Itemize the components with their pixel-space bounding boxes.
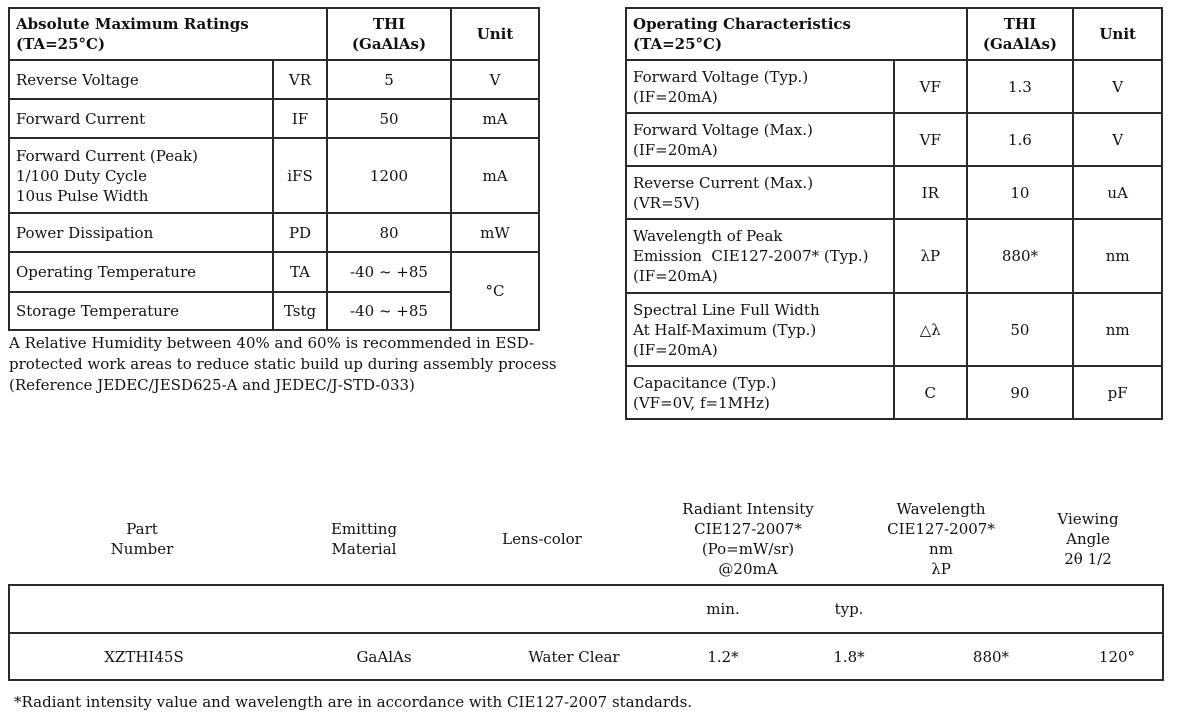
cell-part-number: XZTHI45S	[9, 633, 278, 680]
opc-param	[626, 166, 894, 219]
opc-param	[626, 60, 894, 113]
opc-symbol: λP	[894, 219, 967, 293]
amr-param: Reverse Voltage	[9, 60, 273, 99]
header-line: Viewing	[1057, 510, 1119, 528]
opc-thi-line1: THI	[1003, 15, 1037, 33]
opc-value: 880*	[967, 219, 1074, 293]
header-line: 2θ 1/2	[1064, 550, 1112, 568]
subheader-empty	[1072, 585, 1163, 633]
header-line: Angle	[1066, 530, 1110, 548]
amr-value: -40 ~ +85	[327, 292, 451, 330]
amr-symbol: PD	[273, 213, 327, 252]
amr-value: 1200	[327, 138, 451, 213]
opc-value: 1.6	[967, 113, 1074, 166]
amr-unit: mW	[451, 213, 539, 252]
absolute-maximum-ratings-table	[8, 7, 540, 331]
opc-param-line: At Half-Maximum (Typ.)	[633, 320, 817, 339]
amr-thi-line1: THI	[372, 15, 406, 33]
opc-thi-header	[967, 8, 1074, 60]
amr-title	[9, 8, 327, 60]
opc-param	[626, 366, 894, 419]
amr-temp-unit: °C	[451, 252, 539, 330]
cell-angle: 120°	[1072, 633, 1163, 680]
header-emitting-material	[308, 519, 420, 559]
part-data-table	[8, 584, 1164, 681]
opc-symbol: VF	[894, 113, 967, 166]
opc-param-line: (IF=20mA)	[633, 340, 718, 359]
operating-characteristics-table	[625, 7, 1163, 420]
amr-value: -40 ~ +85	[327, 252, 451, 292]
opc-param	[626, 219, 894, 293]
opc-value: 50	[967, 293, 1074, 366]
opc-symbol: VF	[894, 60, 967, 113]
opc-unit: nm	[1073, 219, 1162, 293]
opc-param-line: Forward Voltage (Max.)	[633, 120, 813, 139]
opc-param-line: (IF=20mA)	[633, 267, 718, 285]
opc-unit: pF	[1073, 366, 1162, 419]
amr-value: 50	[327, 99, 451, 138]
opc-param-line: Emission CIE127-2007* (Typ.)	[633, 247, 869, 265]
opc-param-line: Capacitance (Typ.)	[633, 373, 777, 392]
opc-value: 90	[967, 366, 1074, 419]
header-line: Part	[126, 520, 158, 538]
header-line: Material	[331, 540, 397, 558]
header-radiant-intensity	[648, 499, 848, 579]
header-viewing-angle	[1038, 509, 1138, 569]
opc-symbol: △λ	[894, 293, 967, 366]
amr-param-line: 1/100 Duty Cycle	[16, 166, 147, 185]
amr-symbol: iFS	[273, 138, 327, 213]
opc-thi-line2: (GaAlAs)	[982, 35, 1057, 53]
amr-param-line: 10us Pulse Width	[16, 186, 149, 205]
opc-title-line2: (TA=25°C)	[633, 35, 723, 53]
header-line: CIE127-2007*	[694, 520, 802, 538]
amr-title-line2: (TA=25°C)	[16, 35, 106, 53]
cell-wavelength: 880*	[910, 633, 1072, 680]
opc-param	[626, 113, 894, 166]
header-line: nm	[929, 540, 953, 558]
amr-param: Storage Temperature	[9, 292, 273, 330]
humidity-note: A Relative Humidity between 40% and 60% is recommended in ESD-protected work areas to reduce static build up during assembly process (Reference JEDEC/JESD625-A and JEDEC/J-STD-033)	[9, 334, 557, 394]
subheader-empty	[910, 585, 1072, 633]
header-part-number	[92, 519, 192, 559]
amr-value: 5	[327, 60, 451, 99]
opc-param-line: (VF=0V, f=1MHz)	[633, 393, 770, 412]
header-lens-color: Lens-color	[502, 530, 582, 548]
opc-param-line: Reverse Current (Max.)	[633, 173, 814, 192]
opc-symbol: C	[894, 366, 967, 419]
opc-unit-header: Unit	[1073, 8, 1162, 60]
amr-param	[9, 138, 273, 213]
subheader-typ: typ.	[788, 585, 910, 633]
opc-value: 1.3	[967, 60, 1074, 113]
amr-symbol: Tstg	[273, 292, 327, 330]
opc-title	[626, 8, 967, 60]
amr-unit: mA	[451, 138, 539, 213]
header-line: Emitting	[330, 520, 398, 538]
opc-param-line: (IF=20mA)	[633, 87, 718, 106]
amr-param: Operating Temperature	[9, 252, 273, 292]
header-wavelength	[866, 499, 1016, 579]
amr-param: Power Dissipation	[9, 213, 273, 252]
opc-param-line: (VR=5V)	[633, 193, 700, 212]
subheader-empty	[9, 585, 278, 633]
footnote: *Radiant intensity value and wavelength are in accordance with CIE127-2007 standards.	[14, 693, 693, 711]
amr-thi-line2: (GaAlAs)	[351, 35, 427, 53]
opc-param	[626, 293, 894, 366]
opc-param-line: Forward Voltage (Typ.)	[633, 67, 809, 86]
amr-symbol: IF	[273, 99, 327, 138]
opc-param-line: Wavelength of Peak	[633, 227, 783, 245]
opc-unit: uA	[1073, 166, 1162, 219]
amr-symbol: VR	[273, 60, 327, 99]
part-table-header	[8, 498, 1164, 584]
opc-unit: V	[1073, 113, 1162, 166]
amr-title-line1: Absolute Maximum Ratings	[16, 15, 249, 33]
header-line: Wavelength	[896, 500, 986, 518]
amr-symbol: TA	[273, 252, 327, 292]
header-line: @20mA	[718, 560, 778, 578]
opc-param-line: (IF=20mA)	[633, 140, 718, 159]
cell-typ: 1.8*	[788, 633, 910, 680]
amr-unit: V	[451, 60, 539, 99]
header-line: Number	[110, 540, 174, 558]
amr-thi-header	[327, 8, 451, 60]
amr-param: Forward Current	[9, 99, 273, 138]
subheader-min: min.	[658, 585, 788, 633]
amr-unit-header: Unit	[451, 8, 539, 60]
header-line: Radiant Intensity	[682, 500, 814, 518]
subheader-empty	[490, 585, 658, 633]
header-line: CIE127-2007*	[887, 520, 995, 538]
amr-value: 80	[327, 213, 451, 252]
amr-param-line: Forward Current (Peak)	[16, 146, 198, 165]
amr-unit: mA	[451, 99, 539, 138]
cell-lens: Water Clear	[490, 633, 658, 680]
cell-min: 1.2*	[658, 633, 788, 680]
opc-param-line: Spectral Line Full Width	[633, 300, 820, 319]
header-line: (Po=mW/sr)	[701, 540, 795, 558]
opc-unit: nm	[1073, 293, 1162, 366]
opc-symbol: IR	[894, 166, 967, 219]
subheader-empty	[278, 585, 490, 633]
opc-title-line1: Operating Characteristics	[633, 15, 852, 33]
opc-value: 10	[967, 166, 1074, 219]
opc-unit: V	[1073, 60, 1162, 113]
cell-material: GaAlAs	[278, 633, 490, 680]
header-line: λP	[931, 560, 951, 578]
